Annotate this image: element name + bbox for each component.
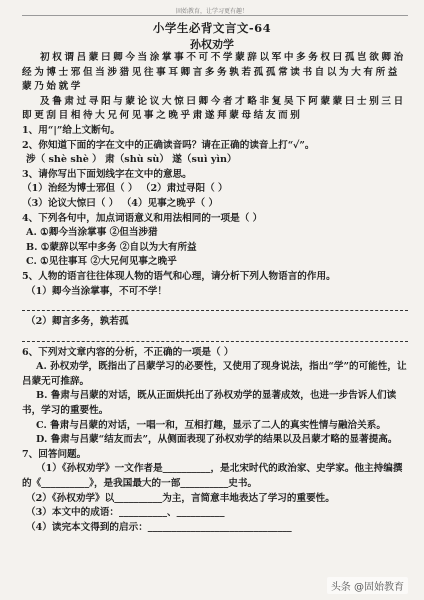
- question-7-item-4: （4）读完本文得到的启示：______________________________: [26, 521, 292, 533]
- answer-line[interactable]: [22, 301, 408, 311]
- passage-title: 孙权劝学: [190, 38, 234, 51]
- question-2: 2、你知道下面的字在文中的正确读音吗？请在正确的读音上打“✓”。: [22, 139, 315, 151]
- question-7-item-2: （2）《孙权劝学》以__________为主，言简意丰地表达了学习的重要性。: [26, 492, 335, 504]
- brand-banner: 固始教育，让学习更有趣！: [175, 8, 248, 15]
- question-6: 6、下列对文章内容的分析，不正确的一项是（ ）: [22, 346, 234, 358]
- question-2-options: 涉（ shè shè ） 肃（shù sù） 遂（suì yìn）: [26, 154, 237, 166]
- question-1: 1、用“|”给上文断句。: [22, 124, 120, 136]
- question-5: 5、人物的语言往往体现人物的语气和心理，请分析下列人物语言的作用。: [22, 270, 336, 282]
- source-watermark: 头条 @固始教育: [327, 577, 408, 594]
- question-6-option-d: D. 鲁肃与吕蒙“结友而去”，从侧面表现了孙权劝学的结果以及吕蒙才略的显著提高。: [36, 434, 398, 446]
- question-4: 4、下列各句中，加点词语意义和用法相同的一项是（ ）: [22, 212, 263, 224]
- question-3: 3、请你写出下面划线字在文中的意思。: [22, 168, 192, 180]
- worksheet-body: [22, 51, 408, 535]
- question-6-option-c: C. 鲁肃与吕蒙的对话，一唱一和，互相打趣，显示了二人的真实性情与融洽关系。: [36, 419, 386, 431]
- question-5-item-2: （2）卿言多务，孰若孤: [26, 316, 129, 328]
- question-4-option-c: C. ①见往事耳 ②大兄何见事之晚乎: [26, 256, 177, 268]
- page-title: 小学生必背文言文-64: [152, 21, 272, 35]
- passage-paragraph-2: 及鲁肃过寻阳与蒙论议大惊曰卿今者才略非复吴下阿蒙蒙曰士别三日即更刮目相待大兄何见事之晚乎肃遂拜蒙母结友而别: [22, 95, 406, 122]
- header-divider: [22, 15, 408, 16]
- question-4-option-b: B. ①蒙辞以军中多务 ②自以为大有所益: [26, 241, 197, 253]
- question-7: 7、回答问题。: [22, 448, 87, 460]
- passage-paragraph-1: 初权谓吕蒙曰卿今当涂掌事不可不学蒙辞以军中多务权曰孤岂欲卿治经为博士邪但当涉猎见往事耳卿言多务孰若孤孤常读书自以为大有所益蒙乃始就学: [22, 52, 406, 93]
- question-7-item-3: （3）本文中的成语：__________、__________: [26, 507, 225, 519]
- question-7-item-1: （1）《孙权劝学》一文作者是__________，是北宋时代的政治家、史学家。他主持编撰的《__________》，是我国最大的一部__________史书。: [22, 463, 403, 490]
- question-4-option-a: A. ①卿今当涂掌事 ②但当涉猎: [26, 227, 158, 239]
- question-5-item-1: （1）卿今当涂掌事，不可不学！: [26, 285, 167, 297]
- question-3-items-b: （3）论议大惊曰（ ） （4）见事之晚乎（ ）: [22, 197, 219, 209]
- question-3-items-a: （1）治经为博士邪但（ ） （2）肃过寻阳（ ）: [22, 183, 228, 195]
- question-6-option-a: A. 孙权劝学，既指出了吕蒙学习的必要性，又使用了现身说法，指出“学”的可能性，让吕蒙无可推辞。: [22, 361, 407, 387]
- question-6-option-b: B. 鲁肃与吕蒙的对话，既从正面烘托出了孙权劝学的显著成效，也进一步告诉人们读书，学习的重要性。: [22, 390, 397, 417]
- answer-line[interactable]: [22, 332, 408, 342]
